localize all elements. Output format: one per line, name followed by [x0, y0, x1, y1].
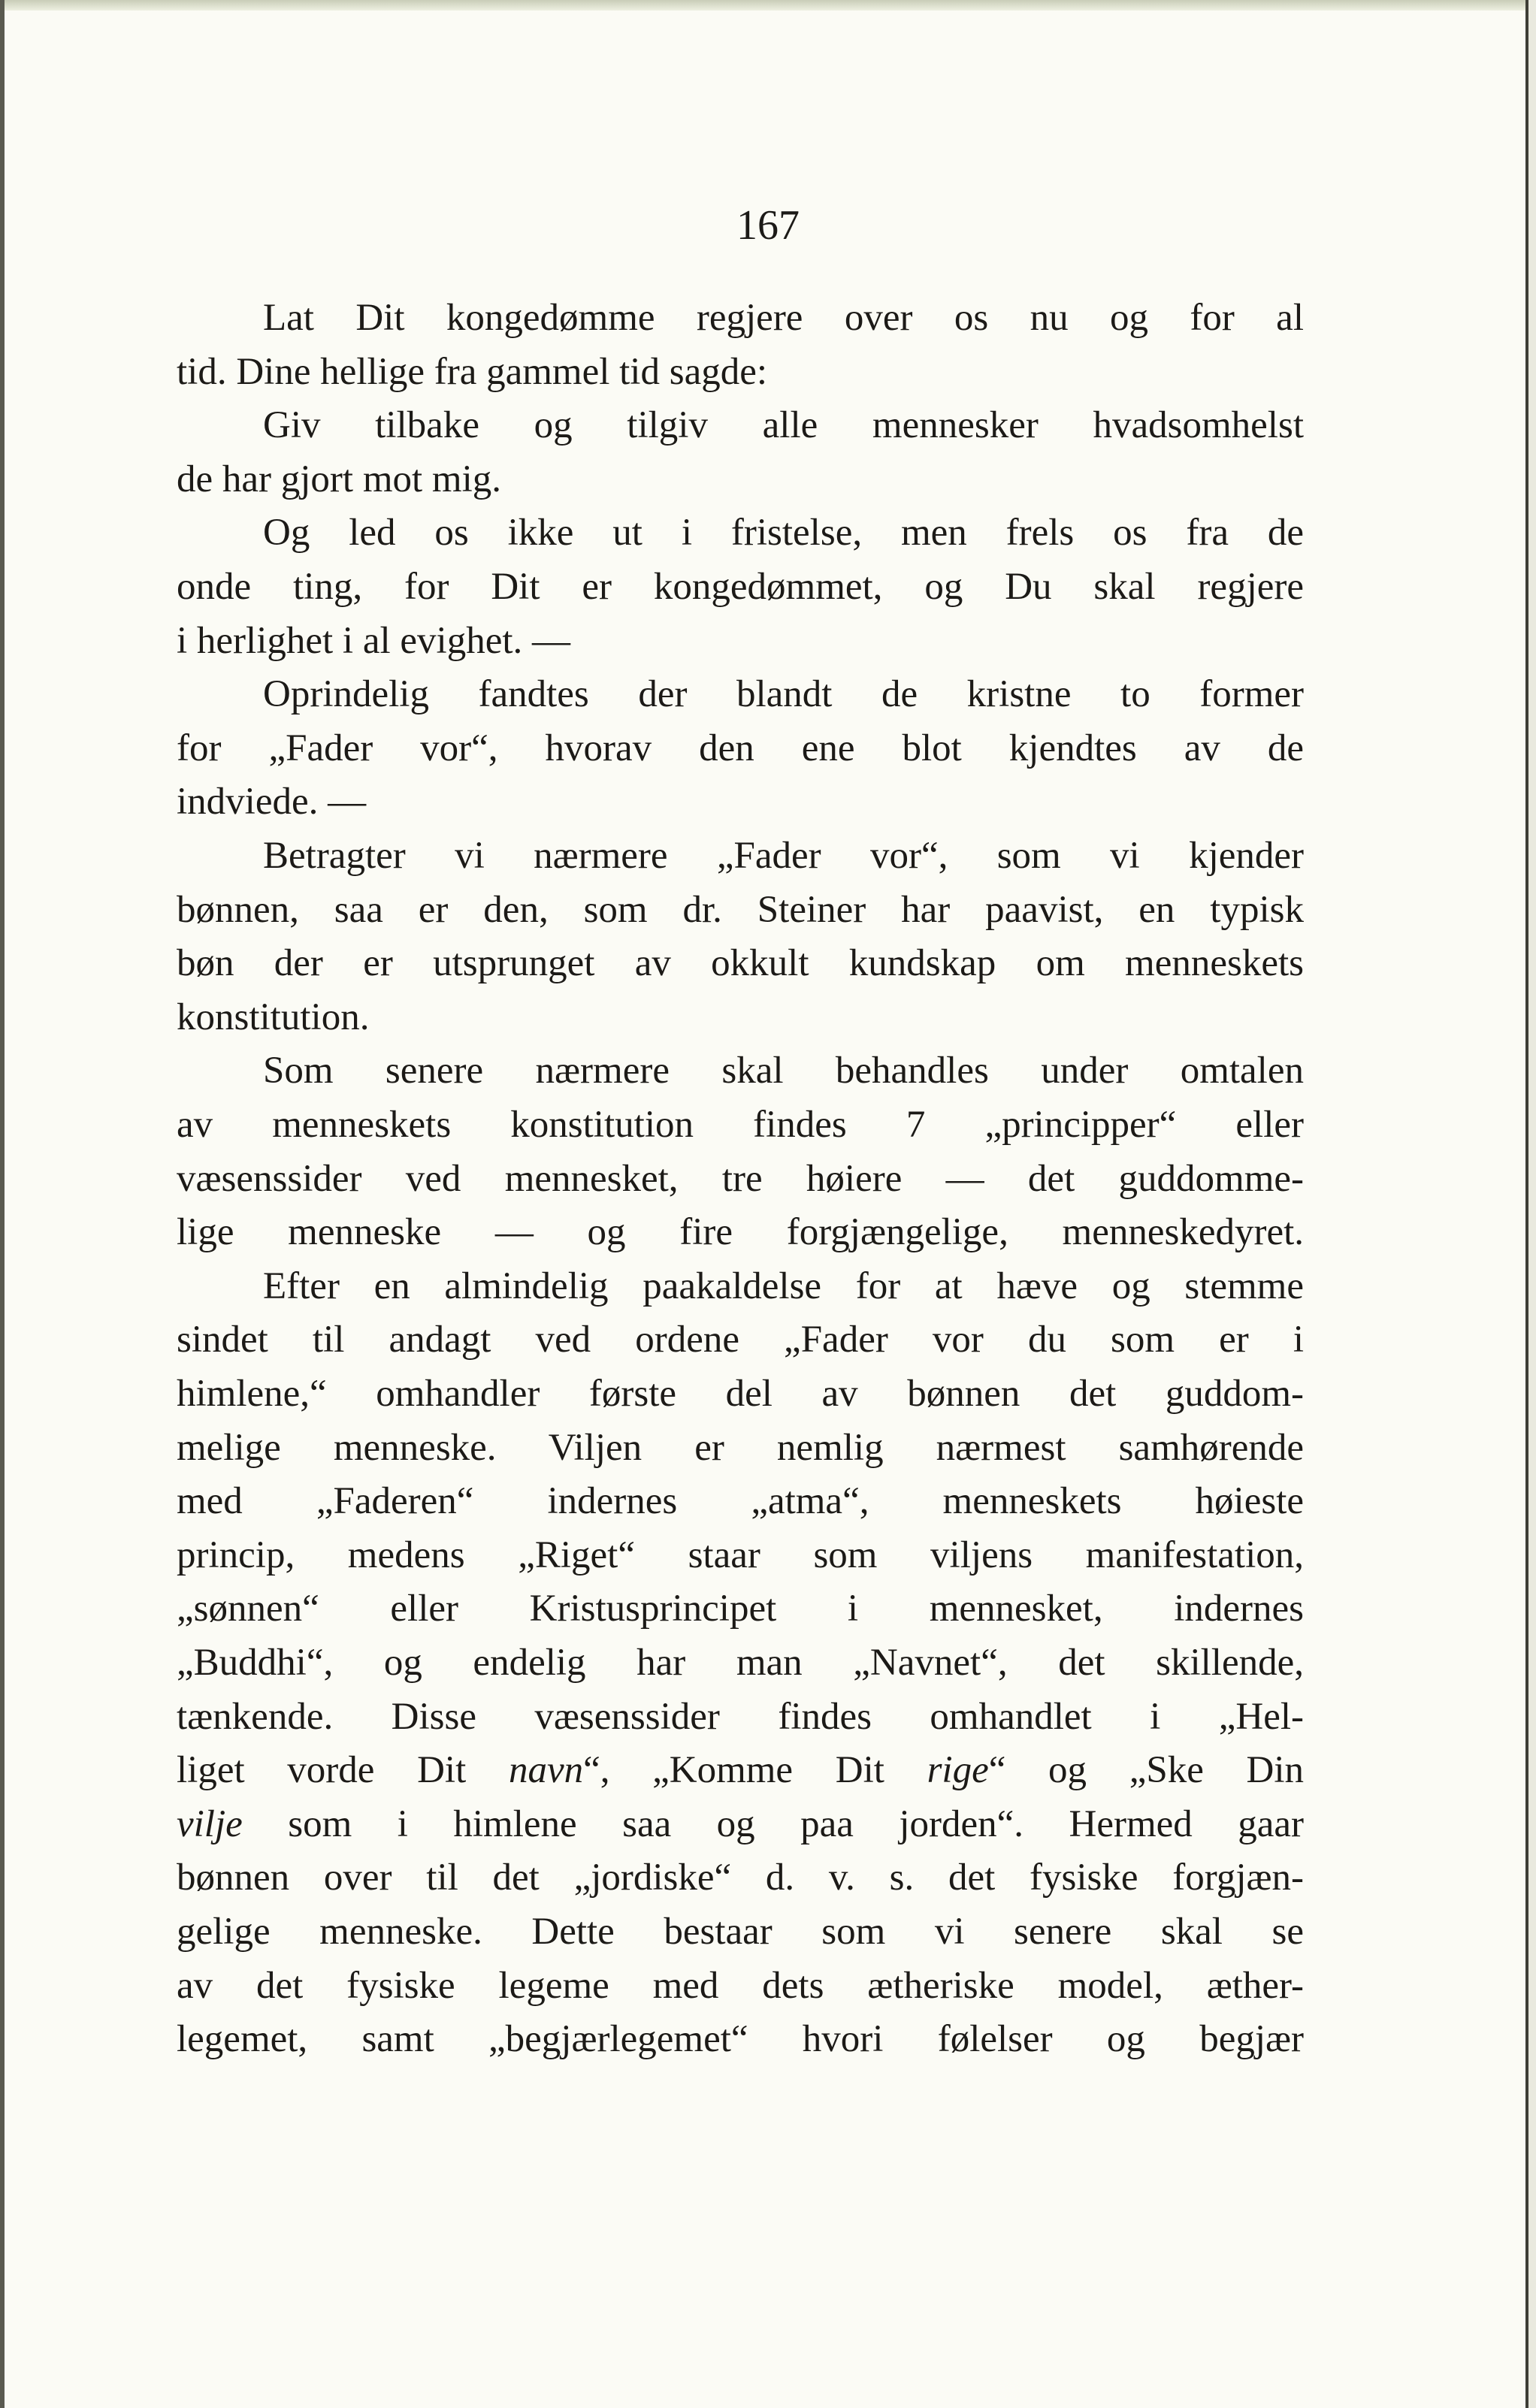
page-right-margin [1528, 0, 1536, 2408]
text-segment: bøn der er utsprunget av okkult kundskap om menneskets [177, 942, 1304, 985]
text-line [177, 1640, 1304, 1687]
text-line [177, 1479, 1304, 1525]
text-segment: „sønnen“ eller Kristusprincipet i mennesket, indernes [177, 1588, 1304, 1630]
text-line [177, 1909, 1304, 1956]
text-segment: princip, medens „Riget“ staar som viljens manifestation, [177, 1533, 1304, 1576]
text-line [177, 1210, 1304, 1256]
text-segment: bønnen over til det „jordiske“ d. v. s. det fysiske forgjæn- [177, 1857, 1304, 1899]
text-line [177, 1855, 1304, 1902]
text-segment: indviede. — [177, 781, 367, 823]
text-line [177, 887, 1304, 934]
text-segment: av det fysiske legeme med dets ætheriske model, æther- [177, 1964, 1304, 2007]
text-line [177, 1748, 1304, 1794]
page-top-edge [0, 0, 1536, 11]
text-segment: de har gjort mot mig. [177, 458, 502, 500]
text-segment: legemet, samt „begjærlegemet“ hvori følelser og begjær [177, 2018, 1304, 2061]
text-line [177, 1371, 1304, 1418]
text-segment: „Buddhi“, og endelig har man „Navnet“, det skillende, [177, 1642, 1304, 1684]
text-segment: tænkende. Disse væsenssider findes omhandlet i „Hel- [177, 1695, 1304, 1738]
text-line [263, 295, 1304, 342]
text-segment: med „Faderen“ indernes „atma“, menneskets høieste [177, 1480, 1304, 1523]
text-line [177, 995, 1304, 1041]
text-segment: Betragter vi nærmere „Fader vor“, som vi kjender [263, 835, 1304, 877]
text-line [263, 833, 1304, 880]
text-segment: Efter en almindelig paakaldelse for at hæve og stemme [263, 1264, 1304, 1307]
text-line [177, 1425, 1304, 1472]
text-segment: Oprindelig fandtes der blandt de kristne to former [263, 673, 1304, 716]
text-segment: som i himlene saa og paa jorden“. Hermed gaar [242, 1802, 1304, 1845]
text-line [177, 1317, 1304, 1364]
text-segment: væsenssider ved mennesket, tre høiere — det guddomme- [177, 1157, 1304, 1200]
text-line [177, 2017, 1304, 2063]
text-line [177, 1802, 1304, 1848]
italic-text: rige [927, 1749, 989, 1792]
page-left-edge [0, 0, 5, 2408]
text-segment: konstitution. [177, 996, 370, 1038]
text-segment: for „Fader vor“, hvorav den ene blot kjendtes av de [177, 727, 1304, 769]
text-line [177, 457, 1304, 503]
text-segment: av menneskets konstitution findes 7 „principper“ eller [177, 1104, 1304, 1146]
page-number: 167 [736, 202, 800, 249]
text-line [177, 1694, 1304, 1741]
italic-text: vilje [177, 1802, 243, 1845]
text-line [177, 618, 1304, 665]
text-line [177, 1156, 1304, 1203]
text-segment: gelige menneske. Dette bestaar som vi senere skal se [177, 1911, 1304, 1953]
text-line [263, 672, 1304, 718]
text-segment: liget vorde Dit [177, 1749, 509, 1792]
text-segment: Lat Dit kongedømme regjere over os nu og for al [263, 297, 1304, 339]
text-line [177, 1102, 1304, 1149]
text-line [263, 403, 1304, 449]
italic-text: navn [508, 1749, 584, 1792]
text-segment: bønnen, saa er den, som dr. Steiner har paavist, en typisk [177, 888, 1304, 931]
text-segment: sindet til andagt ved ordene „Fader vor du som er i [177, 1319, 1304, 1361]
text-line [177, 1533, 1304, 1579]
text-segment: melige menneske. Viljen er nemlig nærmest samhørende [177, 1426, 1304, 1469]
text-segment: tid. Dine hellige fra gammel tid sagde: [177, 350, 768, 393]
text-line [177, 349, 1304, 396]
text-segment: Som senere nærmere skal behandles under omtalen [263, 1050, 1304, 1092]
text-line [263, 1048, 1304, 1095]
text-line [177, 564, 1304, 611]
text-segment: “ og „Ske Din [988, 1749, 1304, 1792]
text-segment: i herlighet i al evighet. — [177, 619, 571, 662]
text-line [177, 1586, 1304, 1633]
text-segment: himlene,“ omhandler første del av bønnen det guddom- [177, 1373, 1304, 1415]
text-line [177, 726, 1304, 772]
text-segment: onde ting, for Dit er kongedømmet, og Du skal regjere [177, 566, 1304, 608]
text-line [263, 510, 1304, 557]
text-segment: Giv tilbake og tilgiv alle mennesker hvadsomhelst [263, 404, 1304, 447]
text-line [177, 941, 1304, 987]
text-line [177, 1963, 1304, 2010]
text-line [263, 1264, 1304, 1310]
text-segment: Og led os ikke ut i fristelse, men frels os fra de [263, 512, 1304, 554]
text-segment: lige menneske — og fire forgjængelige, menneskedyret. [177, 1211, 1304, 1254]
text-line [177, 779, 1304, 826]
text-segment: “, „Komme Dit [583, 1749, 927, 1792]
